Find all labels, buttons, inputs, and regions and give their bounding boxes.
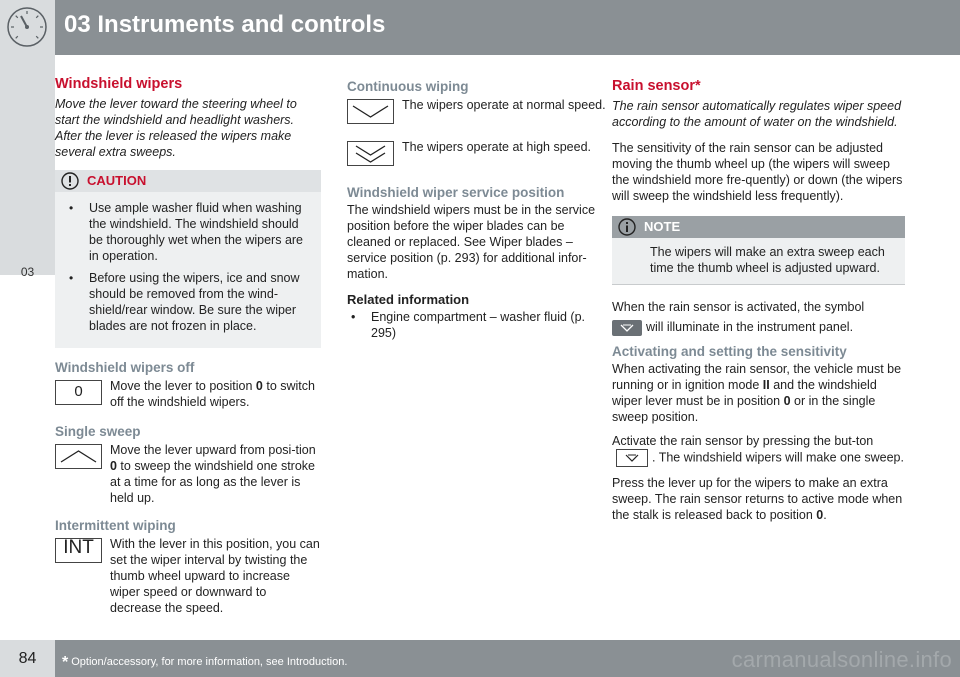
rain-sensor-p3 [612,361,905,425]
heading-service-position: Windshield wiper service position [347,185,565,200]
caution-item: • Before using the wipers, ice and snow should be removed from the wind-shield/rear window. Be sure the wiper blades are not frozen in place. [65,270,311,334]
normal-speed-row [347,97,609,137]
heading-continuous: Continuous wiping [347,79,469,94]
caution-icon [61,172,79,190]
header-tab [0,0,55,55]
heading-wipers-off: Windshield wipers off [55,360,195,375]
caution-list [55,192,321,334]
rain-sensor-button-icon [616,449,648,467]
heading-related: Related information [347,292,470,307]
int-symbol [55,538,102,563]
page-title: 03 Instruments and controls [64,11,386,38]
rain-sensor-p2 [612,299,905,315]
rain-sensor-p1: The sensitivity of the rain sensor can be adjusted moving the thumb wheel up (the wipers will sweep the windshield more fre-quently) or down (the wipers will sweep the windshield less frequently). [612,141,903,203]
intermittent-row [55,536,321,616]
chapter-number: 03 [20,265,35,279]
page-footer [0,640,960,677]
rain-sensor-p4 [612,433,905,467]
service-text: The windshield wipers must be in the service position before the wiper blades can be cleaned or replaced. See Wiper blades – service position (p. 293) for additional infor-mation. [347,203,596,281]
page-number: 84 [18,650,37,667]
intermittent-text: With the lever in this position, you can set the wiper interval by twisting the thumb wheel upward to increase wiper speed or downward to decrease the speed. [110,537,320,615]
high-speed-row [347,139,609,173]
text-bold: II [762,377,770,392]
high-speed-text: The wipers operate at high speed. [402,140,592,154]
text-part: When the rain sensor is activated, the symbol [612,300,865,314]
wiper-single-icon [56,445,101,468]
text-part: Activate the rain sensor by pressing the but-ton [612,433,874,448]
info-icon [618,218,636,236]
caution-header [55,170,321,192]
caution-box [55,170,321,348]
chapter-side-tab [0,55,55,279]
watermark: carmanualsonline.info [731,647,952,672]
text-bold: 0 [110,459,117,473]
note-title: NOTE [644,219,681,234]
heading-intermittent: Intermittent wiping [55,518,176,533]
position-0-label: 0 [74,383,83,400]
column-3 [612,70,905,531]
footer-tab [0,640,55,677]
text-part: When activating the rain sensor, the vehicle must be running or in ignition mode [612,361,902,392]
high-speed-symbol [347,141,394,166]
int-label: INT [63,537,94,558]
rain-sensor-icon [612,320,642,336]
rain-sensor-intro: The rain sensor automatically regulates wiper speed according to the amount of water on the windshield. [612,99,902,129]
text-part: will illuminate in the instrument panel. [646,320,854,334]
wiper-high-icon [348,142,393,165]
page-header [0,0,960,55]
note-header [612,216,905,238]
footnote-star: * [62,654,69,671]
text-part: Move the lever upward from posi-tion [110,443,316,457]
position-0-symbol [55,380,102,405]
heading-single-sweep: Single sweep [55,424,141,439]
text-part: Press the lever up for the wipers to make an extra sweep. The rain sensor returns to active mode when the stalk is released back to position [612,475,903,522]
single-sweep-symbol [55,444,102,469]
related-list [347,309,609,341]
single-sweep-row [55,442,321,506]
text-bold: 0 [255,379,263,393]
text-part: . The windshield wipers will make one sweep. [652,450,904,464]
wipers-off-text [110,378,321,410]
section-title-rain-sensor: Rain sensor* [612,78,701,94]
wipers-off-row [55,378,321,412]
rain-sensor-p2-cont [612,319,905,336]
text-part: to switch off the windshield wipers. [110,379,315,409]
caution-item: • Use ample washer fluid when washing the windshield. The windshield should be thoroughly wet when the wipers are in operation. [65,200,311,264]
text-bold: 0 [783,393,791,408]
note-box [612,216,905,285]
section-title-wipers: Windshield wipers [55,76,183,92]
text-part: to sweep the windshield one stroke at a time for as long as the lever is held up. [110,459,315,505]
column-1 [55,70,321,616]
text-part: Move the lever to position [110,379,256,393]
related-link[interactable]: • Engine compartment – washer fluid (p. 295) [347,309,609,341]
footnote-text: Option/accessory, for more information, see Introduction. [71,656,348,668]
text-part: . [823,507,827,522]
single-sweep-text [110,442,321,506]
text-part: or in the single sweep position. [612,393,876,424]
note-text: The wipers will make an extra sweep each time the thumb wheel is adjusted upward. [650,245,885,275]
footnote [62,652,347,670]
heading-activating: Activating and setting the sensitivity [612,343,847,359]
rain-sensor-p5 [612,475,905,523]
gauge-icon [4,4,50,50]
wipers-intro: Move the lever toward the steering wheel to start the windshield and headlight washers. After the lever is released the wipers make several extra sweeps. [55,97,297,159]
wiper-normal-icon [348,100,393,123]
caution-title: CAUTION [87,173,147,188]
text-bold: 0 [816,507,824,522]
text-part: and the windshield wiper lever must be in position [612,377,877,408]
normal-speed-text: The wipers operate at normal speed. [402,98,606,112]
normal-speed-symbol [347,99,394,124]
column-2 [347,70,609,341]
